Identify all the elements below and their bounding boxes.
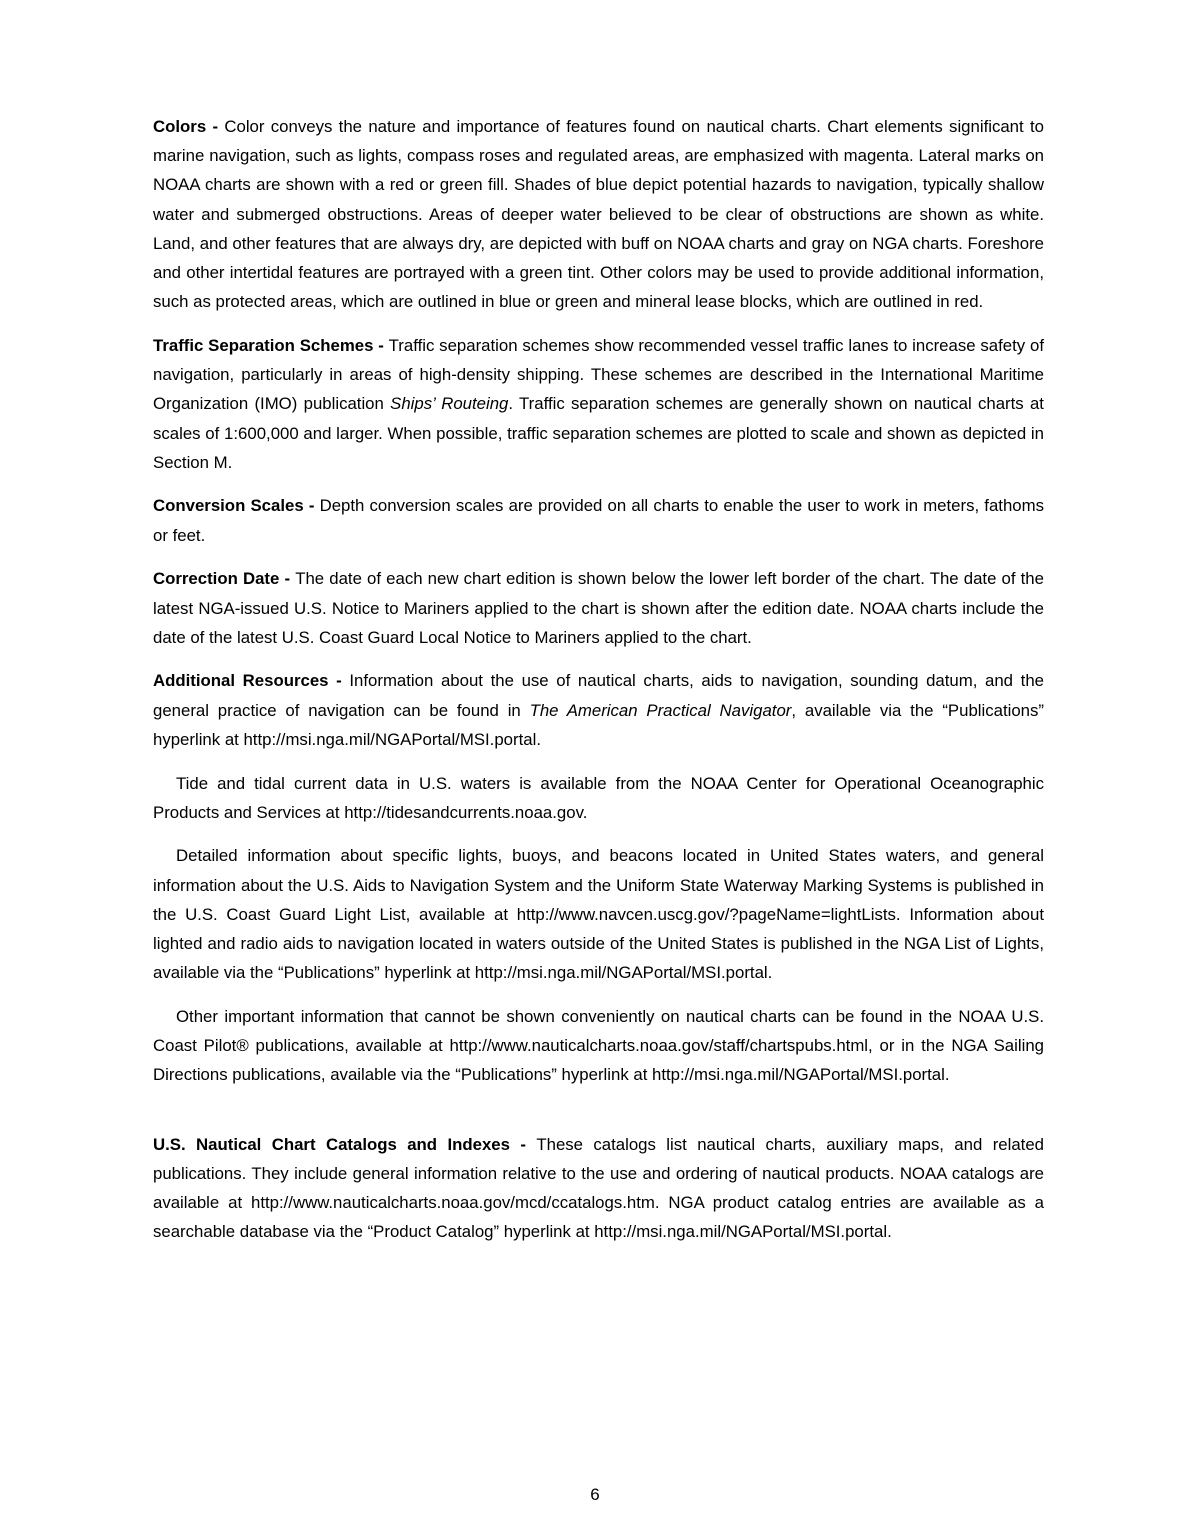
text-segment: Other important information that cannot be shown conveniently on nautical charts can be found in the NOAA U.S. Coast Pilot® publications, available at http://www.nauticalcharts.noaa.gov/staff/chartspubs.html, or in the NGA Sailing Directions publications, available via the “Publications” hyperlink at http://msi.nga.mil/NGAPortal/MSI.portal. [153,1006,1044,1085]
document-body [153,112,1044,1261]
text-segment: . Traffic separation schemes are generally shown on nautical charts at scales of 1:600,000 and larger. When possible, traffic separation schemes are plotted to scale and shown as depicted in Section M. [153,394,1044,472]
paragraph-coast-pilot [153,1002,1044,1090]
paragraph-traffic-separation-schemes [153,331,1044,477]
text-segment: Detailed information about specific lights, buoys, and beacons located in United States waters, and general information about the U.S. Aids to Navigation System and the Uniform State Waterway Marking Systems is published in the U.S. Coast Guard Light List, available at http://www.navcen.uscg.gov/?pageName=lightLists. Information about lighted and radio aids to navigation located in waters outside of the United States is published in the NGA List of Lights, available via the “Publications” hyperlink at http://msi.nga.mil/NGAPortal/MSI.portal. [153,846,1044,983]
text-segment: Ships’ Routeing [390,394,509,414]
text-segment: , available via the “Publications” hyperlink at http://msi.nga.mil/NGAPortal/MSI.portal. [153,700,1044,749]
paragraph-correction-date [153,564,1044,652]
paragraph-additional-resources [153,666,1044,754]
text-segment: The date of each new chart edition is shown below the lower left border of the chart. The date of the latest NGA-issued U.S. Notice to Mariners applied to the chart is shown after the edition date. NOAA charts include the date of the latest U.S. Coast Guard Local Notice to Mariners applied to the chart. [153,569,1044,647]
text-segment: Correction Date - [153,569,296,589]
text-segment: Traffic Separation Schemes - [153,335,389,355]
text-segment: The American Practical Navigator [529,700,792,720]
text-segment: Tide and tidal current data in U.S. waters is available from the NOAA Center for Operational Oceanographic Products and Services at http://tidesandcurrents.noaa.gov. [153,773,1044,822]
paragraph-chart-catalogs [153,1130,1044,1247]
page-footer [0,1484,1190,1506]
paragraph-lights-buoys-beacons [153,841,1044,987]
paragraph-tides [153,769,1044,827]
text-segment: Depth conversion scales are provided on all charts to enable the user to work in meters, fathoms or feet. [153,496,1044,545]
text-segment: These catalogs list nautical charts, auxiliary maps, and related publications. They include general information relative to the use and ordering of nautical products. NOAA catalogs are available at http://www.nauticalcharts.noaa.gov/mcd/ccatalogs.htm. NGA product catalog entries are available as a searchable database via the “Product Catalog” hyperlink at http://msi.nga.mil/NGAPortal/MSI.portal. [153,1134,1044,1242]
text-segment: Traffic separation schemes show recommended vessel traffic lanes to increase safety of navigation, particularly in areas of high-density shipping. These schemes are described in the International Maritime Organization (IMO) publication [153,335,1044,414]
text-segment: Information about the use of nautical charts, aids to navigation, sounding datum, and the general practice of navigation can be found in [153,671,1044,720]
text-segment: Colors - [153,117,225,136]
paragraph-conversion-scales [153,491,1044,549]
text-segment: Conversion Scales - [153,496,320,516]
paragraph-colors [153,112,1044,316]
text-segment: U.S. Nautical Chart Catalogs and Indexes - [153,1134,537,1154]
text-segment: Color conveys the nature and importance of features found on nautical charts. Chart elements significant to marine navigation, such as lights, compass roses and regulated areas, are emphasized with magenta. Lateral marks on NOAA charts are shown with a red or green fill. Shades of blue depict potential hazards to navigation, typically shallow water and submerged obstructions. Areas of deeper water believed to be clear of obstructions are shown as white. Land, and other features that are always dry, are depicted with buff on NOAA charts and gray on NGA charts. Foreshore and other intertidal features are portrayed with a green tint. Other colors may be used to provide additional information, such as protected areas, which are outlined in blue or green and mineral lease blocks, which are outlined in red. [153,117,1044,312]
page-number: 6 [590,1485,600,1504]
text-segment: Additional Resources - [153,671,350,691]
